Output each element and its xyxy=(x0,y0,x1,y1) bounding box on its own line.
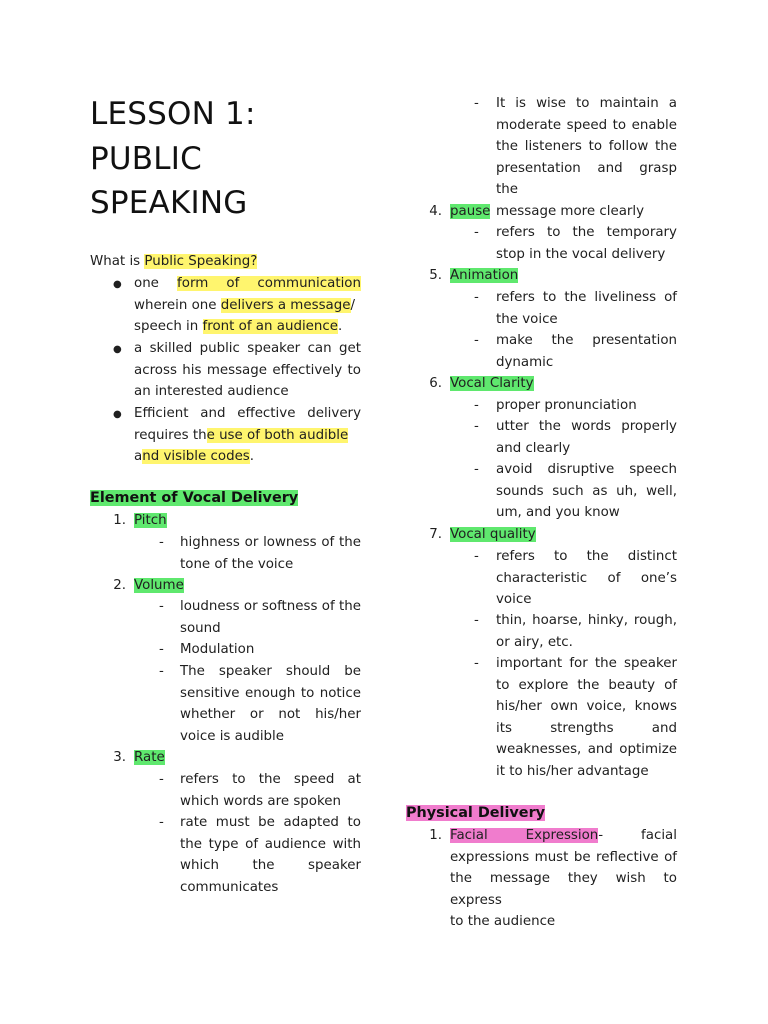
dash-icon: - xyxy=(474,96,479,111)
page-title xyxy=(90,92,361,226)
dash-icon: - xyxy=(159,664,164,679)
item-label-volume xyxy=(134,575,184,597)
dash-icon: - xyxy=(474,549,479,564)
item-label-vocal-quality xyxy=(450,524,536,546)
item-label-rate xyxy=(134,747,165,769)
dash-icon: - xyxy=(159,815,164,830)
rate-point-2: rate must be adapted to the type of audience with which the speaker communicates xyxy=(180,815,361,895)
dash-icon: - xyxy=(159,772,164,787)
item-number: 2. xyxy=(113,578,126,593)
item-number: 1. xyxy=(113,513,126,528)
item-number: 4. xyxy=(429,204,442,219)
bullet-icon: ● xyxy=(113,279,122,290)
intro-bullet-3: Efficient and effective delivery requires the use of both audible and visible codes. xyxy=(134,406,361,465)
vocal-heading xyxy=(90,488,298,510)
rate-point-3: It is wise to maintain a moderate speed to enable the listeners to follow the presentation and grasp the message more clearly xyxy=(496,96,677,219)
volume-point-3: The speaker should be sensitive enough to notice whether or not his/her voice is audible xyxy=(180,664,361,744)
dash-icon: - xyxy=(474,398,479,413)
dash-icon: - xyxy=(159,535,164,550)
clarity-point-2: utter the words properly and clearly xyxy=(496,419,677,456)
clarity-point-3: avoid disruptive speech sounds such as uh, well, um, and you know xyxy=(496,462,677,521)
pitch-point-1: highness or lowness of the tone of the voice xyxy=(180,535,361,572)
rate-label: Rate xyxy=(134,750,165,765)
vocal-heading-text: Element of Vocal Delivery xyxy=(90,490,299,506)
dash-icon: - xyxy=(474,613,479,628)
pitch-label: Pitch xyxy=(134,513,167,528)
dash-icon: - xyxy=(159,642,164,657)
pause-point-1: refers to the temporary stop in the vocal delivery xyxy=(496,225,677,262)
dash-icon: - xyxy=(474,225,479,240)
animation-point-2: make the presentation dynamic xyxy=(496,333,677,370)
dash-icon: - xyxy=(474,656,479,671)
physical-heading-text: Physical Delivery xyxy=(406,805,546,821)
item-number: 1. xyxy=(429,828,442,843)
dash-icon: - xyxy=(474,462,479,477)
bullet-icon: ● xyxy=(113,344,122,355)
volume-label: Volume xyxy=(134,578,184,593)
quality-point-1: refers to the distinct characteristic of one’s voice xyxy=(496,549,677,608)
dash-icon: - xyxy=(474,419,479,434)
vocal-clarity-label: Vocal Clarity xyxy=(450,376,534,391)
item-number: 7. xyxy=(429,527,442,542)
bullet-icon: ● xyxy=(113,409,122,420)
item-number: 3. xyxy=(113,750,126,765)
intro-question xyxy=(90,251,257,273)
item-number: 6. xyxy=(429,376,442,391)
animation-label: Animation xyxy=(450,268,519,283)
volume-point-2: Modulation xyxy=(180,642,255,657)
vocal-quality-label: Vocal quality xyxy=(450,527,536,542)
physical-item-1: Facial Expression- facial expressions must be reflective of the message they wish to express to the audience xyxy=(450,828,677,930)
item-label-pause xyxy=(450,201,490,223)
item-number: 5. xyxy=(429,268,442,283)
dash-icon: - xyxy=(474,333,479,348)
clarity-point-1: proper pronunciation xyxy=(496,398,637,413)
item-label-vocal-clarity xyxy=(450,373,534,395)
item-label-pitch xyxy=(134,510,167,532)
intro-bullet-1: one form of communication wherein one delivers a message/ speech in front of an audience. xyxy=(134,276,361,335)
animation-point-1: refers to the liveliness of the voice xyxy=(496,290,677,327)
dash-icon: - xyxy=(159,599,164,614)
question-prefix: What is xyxy=(90,254,145,269)
quality-point-3: important for the speaker to explore the beauty of his/her own voice, knows its strengths and weaknesses, and optimize it to his/her advantage xyxy=(496,656,677,779)
pause-label: pause xyxy=(450,204,491,219)
dash-icon: - xyxy=(474,290,479,305)
rate-point-1: refers to the speed at which words are spoken xyxy=(180,772,361,809)
title-line-2: PUBLIC xyxy=(90,140,202,177)
physical-heading xyxy=(406,803,545,825)
intro-bullet-2: a skilled public speaker can get across his message effectively to an interested audience xyxy=(134,341,361,400)
title-line-3: SPEAKING xyxy=(90,185,248,221)
title-line-1: LESSON 1: xyxy=(90,96,256,132)
quality-point-2: thin, hoarse, hinky, rough, or airy, etc. xyxy=(496,613,677,650)
item-label-animation xyxy=(450,265,518,287)
question-highlight: Public Speaking? xyxy=(144,254,258,269)
volume-point-1: loudness or softness of the sound xyxy=(180,599,361,636)
